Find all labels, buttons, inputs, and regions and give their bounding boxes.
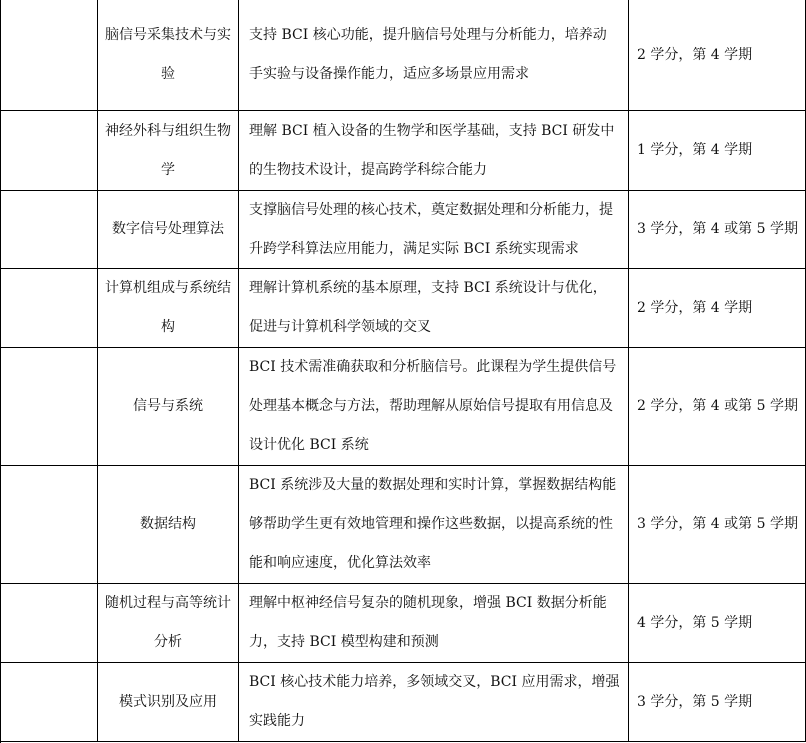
course-credit: 3 学分，第 4 或第 5 学期 (628, 466, 806, 583)
blank-cell (0, 584, 97, 662)
course-description: 理解中枢神经信号复杂的随机现象，增强 BCI 数据分析能力，支持 BCI 模型构建和预测 (238, 584, 628, 662)
table-row (0, 0, 806, 111)
blank-cell (0, 191, 97, 268)
course-name: 数字信号处理算法 (97, 191, 238, 268)
course-credit: 3 学分，第 4 或第 5 学期 (628, 191, 806, 268)
course-credit: 4 学分，第 5 学期 (628, 584, 806, 662)
blank-cell (0, 466, 97, 583)
course-credit: 2 学分，第 4 学期 (628, 0, 806, 110)
course-credit: 1 学分，第 4 学期 (628, 111, 806, 190)
course-description: BCI 核心技术能力培养，多领域交叉，BCI 应用需求，增强实践能力 (238, 663, 628, 741)
course-description: 支持 BCI 核心功能，提升脑信号处理与分析能力，培养动手实验与设备操作能力，适应多场景应用需求 (238, 0, 628, 110)
table-row (0, 663, 806, 742)
course-name: 计算机组成与系统结构 (97, 269, 238, 347)
blank-cell (0, 663, 97, 741)
course-credit: 3 学分，第 5 学期 (628, 663, 806, 741)
table-row (0, 466, 806, 584)
table-row (0, 348, 806, 466)
blank-cell (0, 111, 97, 190)
course-credit: 2 学分，第 4 或第 5 学期 (628, 348, 806, 465)
course-description: 支撑脑信号处理的核心技术，奠定数据处理和分析能力，提升跨学科算法应用能力，满足实际 BCI 系统实现需求 (238, 191, 628, 268)
course-description: 理解计算机系统的基本原理，支持 BCI 系统设计与优化，促进与计算机科学领域的交叉 (238, 269, 628, 347)
course-name: 信号与系统 (97, 348, 238, 465)
course-credit: 2 学分，第 4 学期 (628, 269, 806, 347)
course-description: 理解 BCI 植入设备的生物学和医学基础，支持 BCI 研发中的生物技术设计，提高跨学科综合能力 (238, 111, 628, 190)
course-name: 脑信号采集技术与实验 (97, 0, 238, 110)
course-name: 随机过程与高等统计分析 (97, 584, 238, 662)
blank-cell (0, 0, 97, 110)
table-row (0, 584, 806, 663)
blank-cell (0, 269, 97, 347)
table-row (0, 191, 806, 269)
course-name: 神经外科与组织生物学 (97, 111, 238, 190)
table-row (0, 111, 806, 191)
course-name: 数据结构 (97, 466, 238, 583)
blank-cell (0, 348, 97, 465)
course-name: 模式识别及应用 (97, 663, 238, 741)
course-description: BCI 系统涉及大量的数据处理和实时计算，掌握数据结构能够帮助学生更有效地管理和操作这些数据，以提高系统的性能和响应速度，优化算法效率 (238, 466, 628, 583)
table-row (0, 269, 806, 348)
course-description: BCI 技术需准确获取和分析脑信号。此课程为学生提供信号处理基本概念与方法，帮助理解从原始信号提取有用信息及设计优化 BCI 系统 (238, 348, 628, 465)
